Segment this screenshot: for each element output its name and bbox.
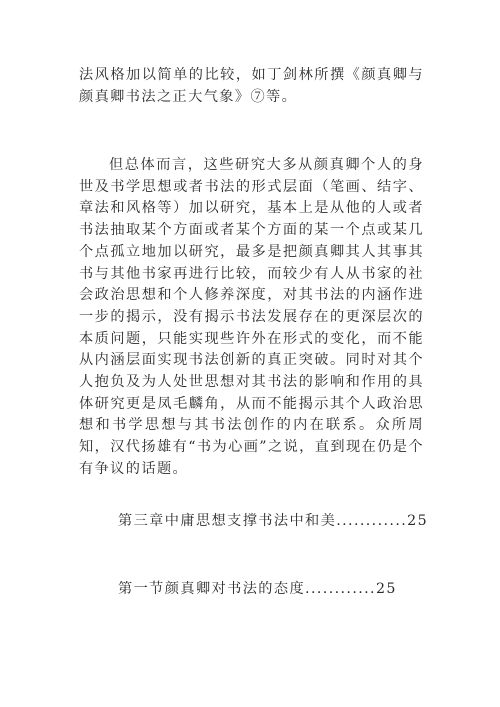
toc-entry-section-1: 第一节颜真卿对书法的态度............25 (118, 581, 397, 597)
toc-entry-chapter-3: 第三章中庸思想支撑书法中和美............25 (118, 513, 428, 529)
paragraph-research-summary: 但总体而言，这些研究大多从颜真卿个人的身世及书学思想或者书法的形式层面（笔画、结字、章法和风格等）加以研究，基本上是从他的人或者书法抽取某个方面或者某个方面的某一个点或某几个点孤立地加以研究，最多是把颜真卿其人其事其书与其他书家再进行比较，而较少有人从书家的社会政治思想和个人修养深度，对其书法的内涵作进一步的揭示，没有揭示书法发展存在的更深层次的本质问题，只能实现些许外在形式的变化，而不能从内涵层面实现书法创新的真正突破。同时对其个人抱负及为人处世思想对其书法的影响和作用的具体研究更是凤毛麟角，从而不能揭示其个人政治思想和书学思想与其书法创作的内在联系。众所周知，汉代扬雄有“书为心画”之说，直到现在仍是个有争议的话题。 (79, 157, 424, 477)
paragraph-intro-continuation: 法风格加以简单的比较，如丁剑林所撰《颜真卿与颜真卿书法之正大气象》⑦等。 (79, 67, 424, 105)
